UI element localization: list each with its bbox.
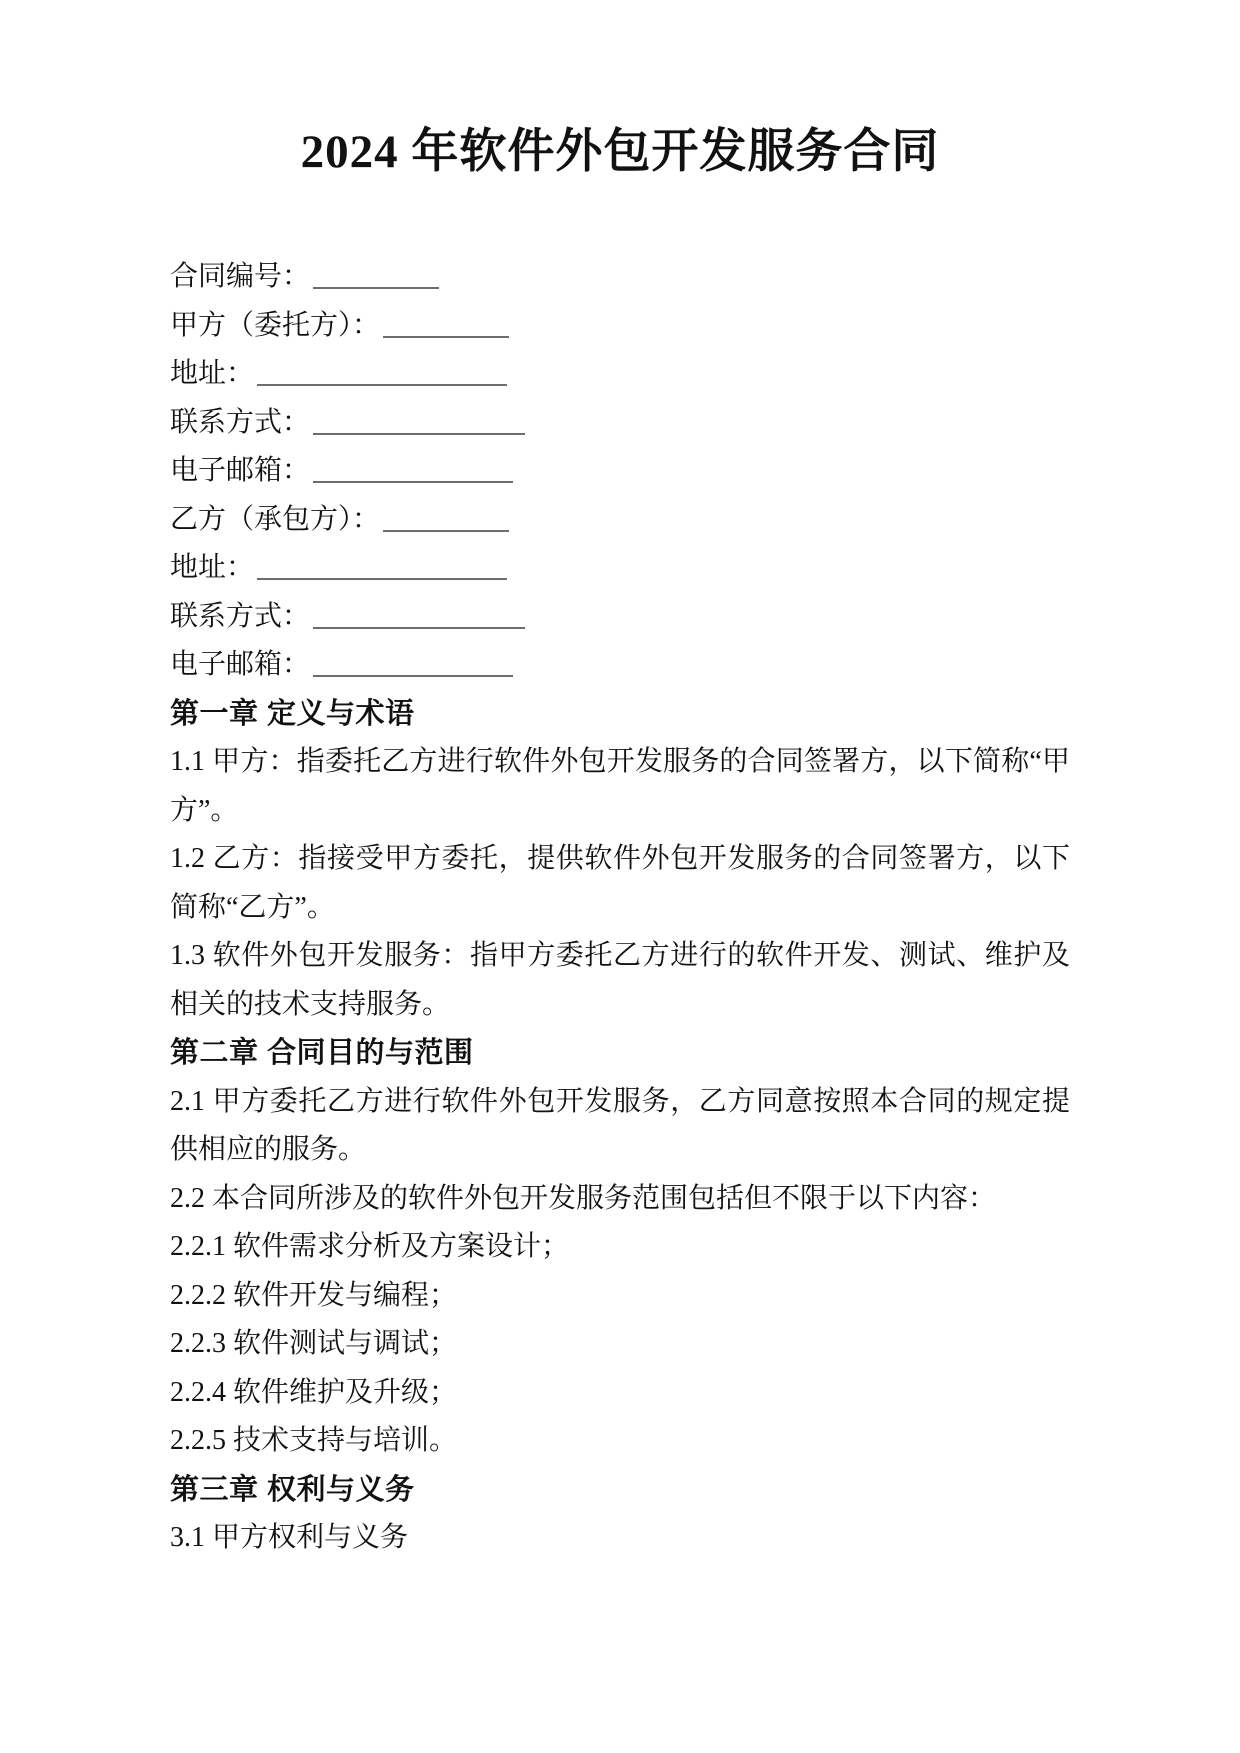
clause-1-3: 1.3 软件外包开发服务：指甲方委托乙方进行的软件开发、测试、维护及相关的技术支持服务。 [170,940,1070,1020]
chapter-3-rights-obligations [170,1466,1070,1563]
blank-line-party-a-address [257,354,507,386]
blank-line-party-a-email [313,451,513,483]
clause-2-2-3: 2.2.3 软件测试与调试； [170,1328,458,1359]
blank-line-party-b-address [257,548,507,580]
clause-2-2-1: 2.2.1 软件需求分析及方案设计； [170,1231,570,1262]
chapter-2-purpose-scope [170,1029,1070,1466]
field-contract-number [170,253,1070,302]
clause-3-1: 3.1 甲方权利与义务 [170,1522,409,1553]
field-contract-number-label: 合同编号： [170,261,311,292]
blank-line-party-b-email [313,645,513,677]
clause-2-2-4: 2.2.4 软件维护及升级； [170,1376,458,1408]
field-party-b-label: 乙方（承包方）： [170,503,381,535]
field-party-b-email [170,641,1070,690]
field-party-b-contact-label: 联系方式： [170,600,311,632]
field-party-a [170,302,1070,351]
clause-2-2-2: 2.2.2 软件开发与编程； [170,1279,458,1311]
blank-line-party-b [383,500,509,532]
chapter-1-heading: 第一章 定义与术语 [170,697,415,730]
field-party-b-contact [170,593,1070,642]
field-party-b [170,496,1070,545]
document-title: 2024 年软件外包开发服务合同 [300,126,940,178]
field-party-a-contact-label: 联系方式： [170,406,311,438]
blank-line-party-a-contact [313,403,525,435]
field-party-a-contact [170,399,1070,448]
chapter-1-definitions [170,690,1070,1030]
clause-2-1: 2.1 甲方委托乙方进行软件外包开发服务，乙方同意按照本合同的规定提供相应的服务。 [170,1085,1070,1165]
clause-1-1: 1.1 甲方：指委托乙方进行软件外包开发服务的合同签署方，以下简称“甲方”。 [170,746,1070,826]
field-party-b-email-label: 电子邮箱： [170,649,311,680]
contract-header-fields [170,253,1070,690]
field-party-b-address-label: 地址： [170,552,255,583]
field-party-a-address-label: 地址： [170,358,255,389]
blank-line-party-b-contact [313,597,525,629]
field-party-b-address [170,544,1070,593]
clause-1-2: 1.2 乙方：指接受甲方委托，提供软件外包开发服务的合同签署方，以下简称“乙方”。 [170,843,1070,923]
blank-line-contract-number [313,257,439,289]
chapter-3-heading: 第三章 权利与义务 [170,1473,415,1506]
clause-2-2: 2.2 本合同所涉及的软件外包开发服务范围包括但不限于以下内容： [170,1182,997,1214]
clause-2-2-5: 2.2.5 技术支持与培训。 [170,1425,458,1456]
field-party-a-email-label: 电子邮箱： [170,455,311,486]
field-party-a-email [170,447,1070,496]
field-party-a-label: 甲方（委托方）： [170,309,381,341]
field-party-a-address [170,350,1070,399]
chapter-2-heading: 第二章 合同目的与范围 [170,1037,474,1069]
blank-line-party-a [383,306,509,338]
